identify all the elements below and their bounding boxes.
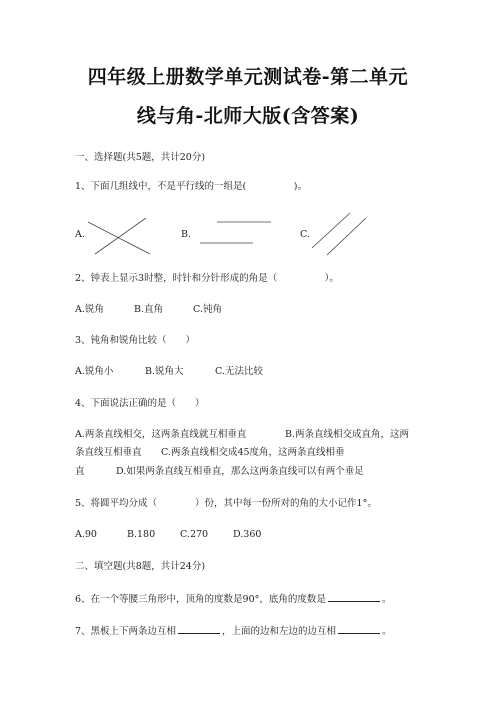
q5-option-c: C.270 <box>180 529 209 540</box>
question-4: 4、下面说法正确的是（ ） <box>75 398 205 409</box>
q7-text-end: 。 <box>382 626 392 637</box>
q5-option-a: A.90 <box>75 529 97 540</box>
q7-answer-blank-1[interactable] <box>178 624 220 634</box>
page-title: 四年级上册数学单元测试卷-第二单元 <box>87 66 409 88</box>
q1-c-slanted-line-2 <box>327 218 366 255</box>
q1-c-slanted-line-1 <box>312 213 350 248</box>
q7-text-1: 7、黑板上下两条边互相 <box>75 626 177 637</box>
q2-option-a: A.锐角 <box>75 304 104 315</box>
q5-option-d: D.360 <box>233 529 262 540</box>
q6-text-end: 。 <box>381 594 392 605</box>
q4-option-c-cont: 直 <box>75 466 85 477</box>
q1-option-b: B. <box>181 229 192 240</box>
q6-text: 6、在一个等腰三角形中，顶角的度数是90°，底角的度数是 <box>75 594 326 605</box>
question-6 <box>75 592 391 606</box>
section-heading-choice: 一、选择题(共5题，共计20分) <box>75 152 206 163</box>
q2-option-b: B.直角 <box>134 304 164 315</box>
question-2: 2、钟表上显示3时整，时针和分针形成的角是（ ）。 <box>75 273 339 284</box>
q7-answer-blank-2[interactable] <box>338 624 380 634</box>
question-3: 3、钝角和锐角比较（ ） <box>75 335 196 346</box>
q4-option-d: D.如果两条直线互相垂直，那么这两条直线可以有两个垂足 <box>116 466 364 477</box>
q4-option-c: C.两条直线相交成45度角，这两条直线相垂 <box>161 447 345 458</box>
q2-option-c: C.钝角 <box>193 304 222 315</box>
q1-option-a: A. <box>75 229 85 240</box>
q3-option-a: A.锐角小 <box>75 366 114 377</box>
question-5: 5、将圆平均分成（ ）份，其中每一份所对的角的大小记作1°。 <box>75 498 377 509</box>
q4-option-b: B.两条直线相交成直角，这两 <box>285 429 410 440</box>
question-1: 1、下面几组线中，不是平行线的一组是( )。 <box>75 181 307 192</box>
question-7 <box>75 624 392 638</box>
q7-text-2: ，上面的边和左边的边互相 <box>222 626 337 637</box>
page-subtitle: 线与角-北师大版(含答案) <box>136 105 360 127</box>
q4-option-b-cont: 条直线互相垂直 <box>75 447 142 458</box>
q3-option-c: C.无法比较 <box>215 366 263 377</box>
q1-option-c: C. <box>300 229 310 240</box>
q5-option-b: B.180 <box>127 529 156 540</box>
q6-answer-blank[interactable] <box>328 592 380 602</box>
q1-a-crossing-line-1 <box>88 222 150 254</box>
q3-option-b: B.锐角大 <box>145 366 184 377</box>
q1-a-crossing-line-2 <box>95 218 146 254</box>
section-heading-fill: 二、填空题(共8题，共计24分) <box>75 561 206 572</box>
q4-option-a: A.两条直线相交，这两条直线就互相垂直 <box>75 429 247 440</box>
